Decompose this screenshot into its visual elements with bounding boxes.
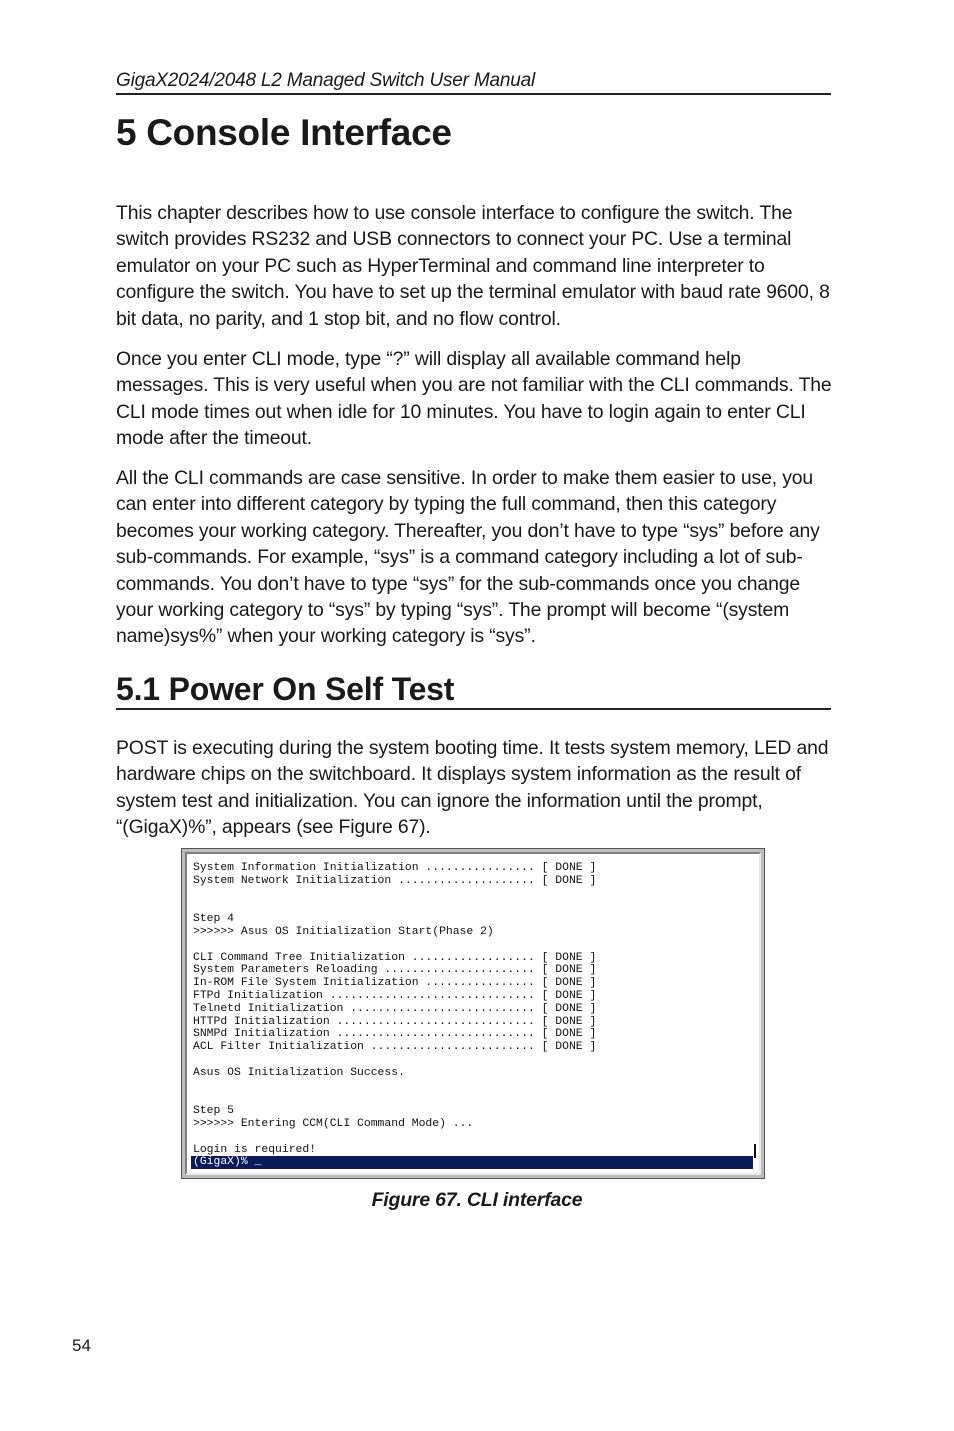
terminal-line: In-ROM File System Initialization ................ [ DONE ] <box>193 977 597 990</box>
terminal-line: Telnetd Initialization ........................... [ DONE ] <box>193 1002 597 1015</box>
running-header: GigaX2024/2048 L2 Managed Switch User Manual <box>116 70 831 95</box>
terminal-line: System Network Initialization .................... [ DONE ] <box>193 874 597 887</box>
terminal-line: Asus OS Initialization Success. <box>193 1066 405 1079</box>
terminal-line <box>193 939 596 952</box>
case-sensitive-paragraph: All the CLI commands are case sensitive. In order to make them easier to use, you can enter into different category by typing the full command, then this category becomes your working category. Thereafter, you don’t have to type “sys” before any sub-commands. For example, “sys” is a command category including a lot of sub-commands. You don’t have to type “sys” for the sub-commands once you change your working category to “sys” by typing “sys”. The prompt will become “(system name)sys%” when your working category is “sys”. <box>116 467 820 648</box>
terminal-line: ACL Filter Initialization ........................ [ DONE ] <box>193 1041 597 1054</box>
terminal-output <box>193 862 596 1156</box>
terminal-line: Step 5 <box>193 1105 235 1118</box>
cli-screenshot-figure <box>181 848 765 1179</box>
figure-caption: Figure 67. CLI interface <box>371 1189 583 1211</box>
terminal-line <box>193 888 596 901</box>
terminal-line: System Information Initialization ................ [ DONE ] <box>193 862 597 874</box>
terminal-line <box>193 1131 596 1144</box>
terminal-line: CLI Command Tree Initialization .................. [ DONE ] <box>193 951 597 964</box>
intro-paragraph: This chapter describes how to use console interface to configure the switch. The switch provides RS232 and USB connectors to connect your PC. Use a terminal emulator on your PC such as HyperTerminal and command line interpreter to configure the switch. You have to set up the terminal emulator with baud rate 9600, 8 bit data, no parity, and 1 stop bit, and no flow control. <box>116 202 830 330</box>
terminal-line <box>193 1054 596 1067</box>
terminal-window <box>185 852 761 1175</box>
terminal-scrollbar <box>754 1144 756 1158</box>
terminal-line <box>193 1080 596 1093</box>
terminal-line: Login is required! <box>193 1143 317 1156</box>
page-number: 54 <box>72 1336 91 1355</box>
terminal-line <box>193 900 596 913</box>
terminal-line: Step 4 <box>193 913 235 926</box>
terminal-line: >>>>>> Entering CCM(CLI Command Mode) ... <box>193 1117 474 1130</box>
chapter-title: 5 Console Interface <box>116 112 452 153</box>
terminal-line <box>193 1092 596 1105</box>
cli-help-paragraph: Once you enter CLI mode, type “?” will display all available command help messages. This is very useful when you are not familiar with the CLI commands. The CLI mode times out when idle for 10 minutes. You have to login again to enter CLI mode after the timeout. <box>116 348 832 450</box>
post-paragraph: POST is executing during the system booting time. It tests system memory, LED and hardware chips on the switchboard. It displays system information as the result of system test and initialization. You can ignore the information until the prompt, “(GigaX)%”, appears (see Figure 67). <box>116 737 829 839</box>
terminal-line: System Parameters Reloading ...................... [ DONE ] <box>193 964 597 977</box>
terminal-line: SNMPd Initialization ............................. [ DONE ] <box>193 1028 597 1041</box>
terminal-line: FTPd Initialization .............................. [ DONE ] <box>193 989 597 1002</box>
terminal-line: HTTPd Initialization ............................. [ DONE ] <box>193 1015 597 1028</box>
terminal-line: >>>>>> Asus OS Initialization Start(Phase 2) <box>193 925 494 938</box>
section-title: 5.1 Power On Self Test <box>116 670 831 710</box>
terminal-prompt: (GigaX)% _ <box>191 1156 753 1169</box>
